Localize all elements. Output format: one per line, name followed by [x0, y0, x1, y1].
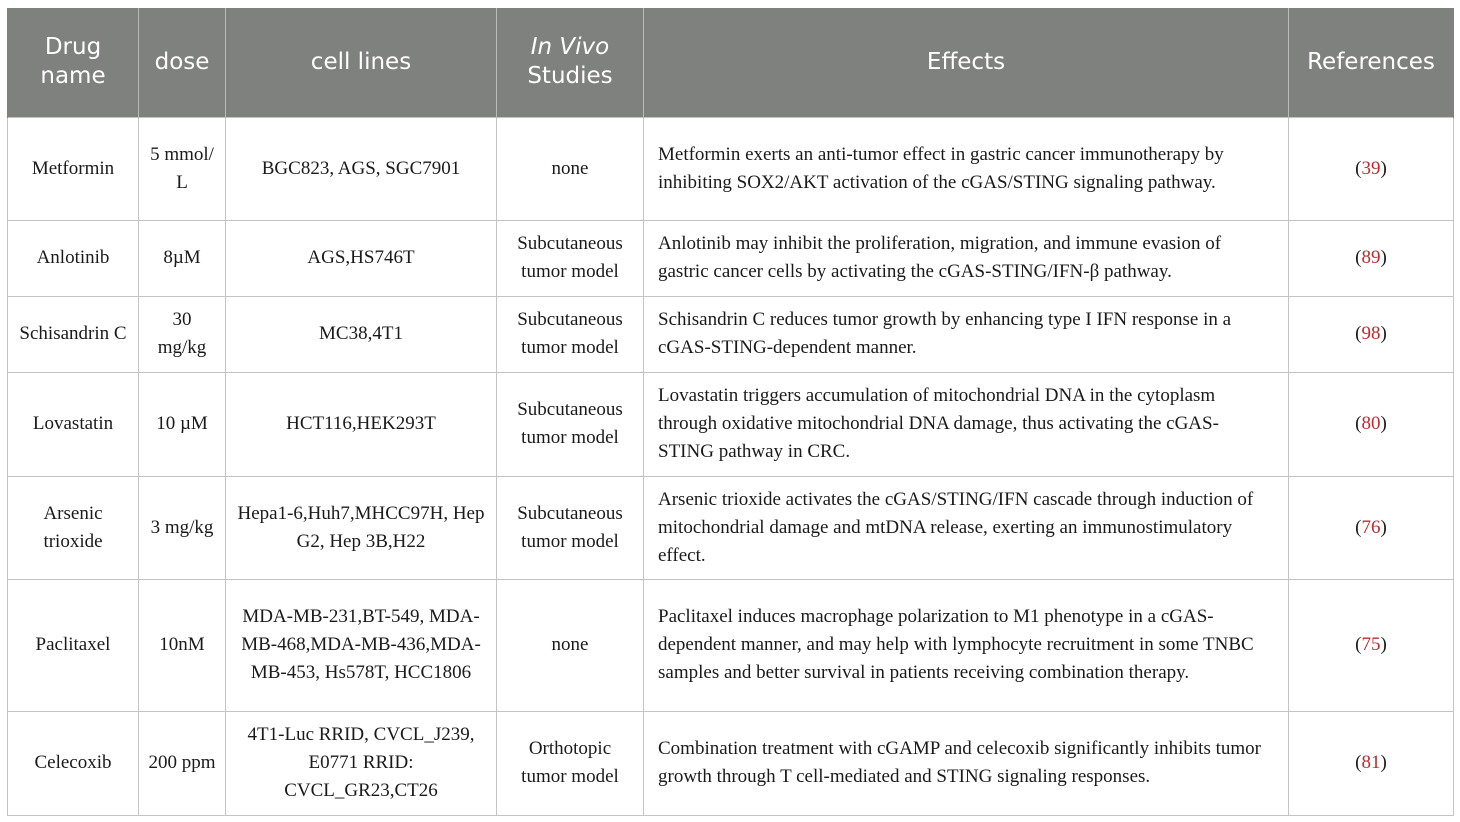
effects-cell: Lovastatin triggers accumulation of mitochondrial DNA in the cytoplasm through oxidative mitochondrial DNA damage, thus activating the cGAS-STING pathway in CRC.	[644, 372, 1289, 476]
drug-cell: Anlotinib	[8, 220, 139, 296]
reference-cell[interactable]: (80)	[1289, 372, 1454, 476]
cell-lines-cell: MC38,4T1	[226, 296, 497, 372]
reference-link[interactable]: 80	[1361, 413, 1381, 434]
dose-cell: 8µM	[139, 220, 226, 296]
drug-cell: Metformin	[8, 117, 139, 220]
in-vivo-cell: none	[497, 579, 644, 711]
drug-cell: Celecoxib	[8, 711, 139, 815]
drug-cell: Lovastatin	[8, 372, 139, 476]
in-vivo-cell: none	[497, 117, 644, 220]
drug-cell: Paclitaxel	[8, 579, 139, 711]
dose-cell: 5 mmol/ L	[139, 117, 226, 220]
table-row	[8, 476, 1454, 579]
table-row	[8, 579, 1454, 711]
header-in-vivo-studies	[497, 8, 644, 117]
table-row	[8, 296, 1454, 372]
header-effects: Effects	[644, 8, 1289, 117]
reference-cell[interactable]: (75)	[1289, 579, 1454, 711]
in-vivo-cell: Subcutaneous tumor model	[497, 476, 644, 579]
header-in-vivo-italic: In Vivo	[530, 34, 610, 61]
header-row	[8, 8, 1454, 117]
table-row	[8, 372, 1454, 476]
drug-cell: Schisandrin C	[8, 296, 139, 372]
effects-cell: Schisandrin C reduces tumor growth by enhancing type I IFN response in a cGAS-STING-dependent manner.	[644, 296, 1289, 372]
cell-lines-cell: Hepa1-6,Huh7,MHCC97H, Hep G2, Hep 3B,H22	[226, 476, 497, 579]
reference-link[interactable]: 75	[1361, 634, 1381, 655]
table-row	[8, 711, 1454, 815]
in-vivo-cell: Subcutaneous tumor model	[497, 296, 644, 372]
cell-lines-cell: AGS,HS746T	[226, 220, 497, 296]
reference-cell[interactable]: (98)	[1289, 296, 1454, 372]
reference-link[interactable]: 98	[1361, 323, 1381, 344]
reference-cell[interactable]: (81)	[1289, 711, 1454, 815]
reference-link[interactable]: 39	[1361, 157, 1381, 179]
reference-cell[interactable]: (76)	[1289, 476, 1454, 579]
header-in-vivo-rest: Studies	[527, 63, 613, 90]
table-row	[8, 220, 1454, 296]
cell-lines-cell: 4T1-Luc RRID, CVCL_J239, E0771 RRID: CVCL_GR23,CT26	[226, 711, 497, 815]
reference-link[interactable]: 76	[1361, 516, 1381, 538]
header-references: References	[1289, 8, 1454, 117]
in-vivo-cell: Subcutaneous tumor model	[497, 220, 644, 296]
effects-cell: Metformin exerts an anti-tumor effect in gastric cancer immunotherapy by inhibiting SOX2/AKT activation of the cGAS/STING signaling pathway.	[644, 117, 1289, 220]
dose-cell: 200 ppm	[139, 711, 226, 815]
in-vivo-cell: Orthotopic tumor model	[497, 711, 644, 815]
header-cell-lines: cell lines	[226, 8, 497, 117]
dose-cell: 10 µM	[139, 372, 226, 476]
drug-table	[7, 8, 1454, 816]
effects-cell: Anlotinib may inhibit the proliferation, migration, and immune evasion of gastric cancer cells by activating the cGAS-STING/IFN-β pathway.	[644, 220, 1289, 296]
effects-cell: Combination treatment with cGAMP and celecoxib significantly inhibits tumor growth through T cell-mediated and STING signaling responses.	[644, 711, 1289, 815]
effects-cell: Paclitaxel induces macrophage polarization to M1 phenotype in a cGAS-dependent manner, and may help with lymphocyte recruitment in some TNBC samples and better survival in patients receiving combination therapy.	[644, 579, 1289, 711]
dose-cell: 30 mg/kg	[139, 296, 226, 372]
cell-lines-cell: MDA-MB-231,BT-549, MDA-MB-468,MDA-MB-436,MDA-MB-453, Hs578T, HCC1806	[226, 579, 497, 711]
table-row	[8, 117, 1454, 220]
reference-link[interactable]: 81	[1361, 752, 1381, 773]
header-dose: dose	[139, 8, 226, 117]
header-drug-name: Drug name	[8, 8, 139, 117]
reference-cell[interactable]: (39)	[1289, 117, 1454, 220]
reference-cell[interactable]: (89)	[1289, 220, 1454, 296]
drug-cell: Arsenic trioxide	[8, 476, 139, 579]
cell-lines-cell: BGC823, AGS, SGC7901	[226, 117, 497, 220]
cell-lines-cell: HCT116,HEK293T	[226, 372, 497, 476]
dose-cell: 3 mg/kg	[139, 476, 226, 579]
in-vivo-cell: Subcutaneous tumor model	[497, 372, 644, 476]
effects-cell: Arsenic trioxide activates the cGAS/STING/IFN cascade through induction of mitochondrial damage and mtDNA release, exerting an immunostimulatory effect.	[644, 476, 1289, 579]
dose-cell: 10nM	[139, 579, 226, 711]
reference-link[interactable]: 89	[1361, 247, 1381, 268]
